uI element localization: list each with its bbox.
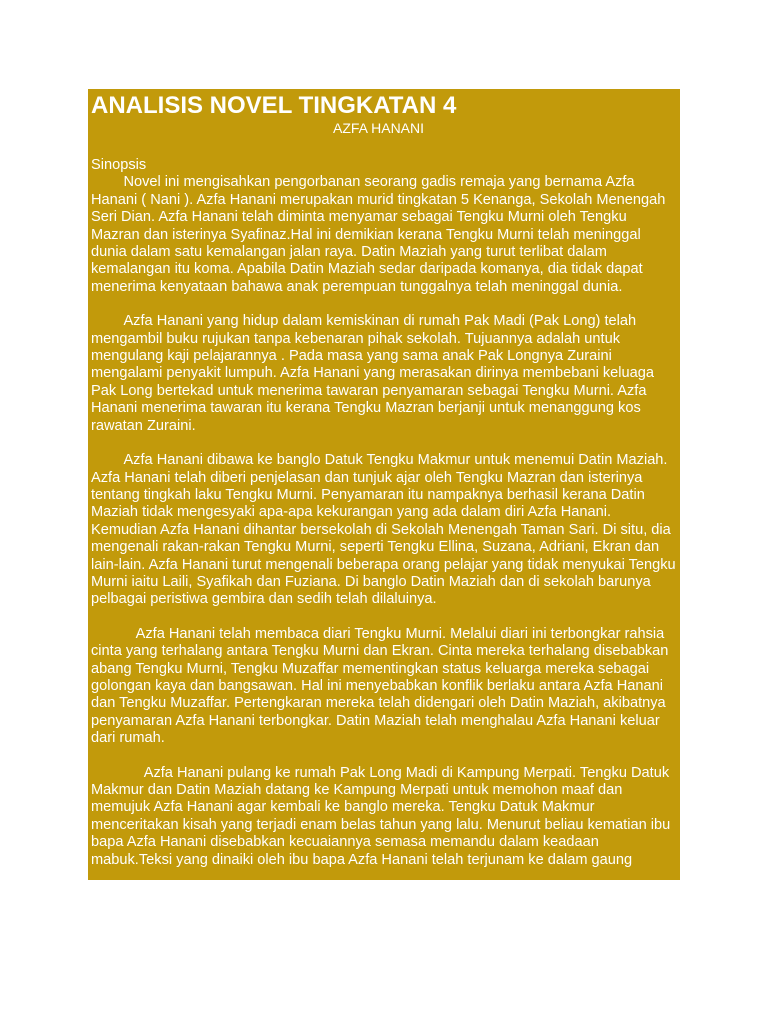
document-page	[88, 89, 680, 880]
paragraph: Novel ini mengisahkan pengorbanan seorang gadis remaja yang bernama Azfa Hanani ( Nani ). Azfa Hanani merupakan murid tingkatan 5 Kenanga, Sekolah Menengah Seri Dian. Azfa Hanani telah diminta menyamar sebagai Tengku Murni oleh Tengku Mazran dan isterinya Syafinaz.Hal ini demikian kerana Tengku Murni telah meninggal dunia dalam satu kemalangan jalan raya. Datin Maziah yang turut terlibat dalam kemalangan itu koma. Apabila Datin Maziah sedar daripada komanya, dia tidak dapat menerima kenyataan bahawa anak perempuan tunggalnya telah meninggal dunia.	[91, 174, 670, 295]
paragraph: Azfa Hanani telah membaca diari Tengku Murni. Melalui diari ini terbongkar rahsia cinta yang terhalang antara Tengku Murni dan Ekran. Cinta mereka terhalang disebabkan abang Tengku Murni, Tengku Muzaffar mementingkan status keluarga mereka sebagai golongan kaya dan bangsawan. Hal ini menyebabkan konflik berlaku antara Azfa Hanani dan Tengku Muzaffar. Pertengkaran mereka telah didengari oleh Datin Maziah, akibatnya penyamaran Azfa Hanani terbongkar. Datin Maziah telah menghalau Azfa Hanani keluar dari rumah.	[91, 625, 673, 747]
section-heading: Sinopsis	[91, 157, 147, 173]
document-author: AZFA HANANI	[333, 120, 425, 136]
paragraph: Azfa Hanani yang hidup dalam kemiskinan di rumah Pak Madi (Pak Long) telah mengambil buku rujukan tanpa kebenaran pihak sekolah. Tujuannya adalah untuk mengulang kaji pelajarannya . Pada masa yang sama anak Pak Longnya Zuraini mengalami penyakit lumpuh. Azfa Hanani yang merasakan dirinya membebani keluaga Pak Long bertekad untuk menerima tawaran penyamaran sebagai Tengku Murni. Azfa Hanani menerima tawaran itu kerana Tengku Mazran berjanji untuk menanggung kos rawatan Zuraini.	[91, 313, 659, 434]
document-body	[91, 157, 680, 869]
document-title: ANALISIS NOVEL TINGKATAN 4	[91, 92, 457, 119]
paragraph: Azfa Hanani dibawa ke banglo Datuk Tengku Makmur untuk menemui Datin Maziah. Azfa Hanani telah diberi penjelasan dan tunjuk ajar oleh Tengku Mazran dan isterinya tentang tingkah laku Tengku Murni. Penyamaran itu nampaknya berhasil kerana Datin Maziah tidak mengesyaki apa-apa kekurangan yang ada dalam diri Azfa Hanani. Kemudian Azfa Hanani dihantar bersekolah di Sekolah Menengah Taman Sari. Di situ, dia mengenali rakan-rakan Tengku Murni, seperti Tengku Ellina, Suzana, Adriani, Ekran dan lain-lain. Azfa Hanani turut mengenali beberapa orang pelajar yang tidak menyukai Tengku Murni iaitu Laili, Syafikah dan Fuziana. Di banglo Datin Maziah dan di sekolah barunya pelbagai peristiwa gembira dan sedih telah dilaluinya.	[91, 452, 680, 608]
paragraph: Azfa Hanani pulang ke rumah Pak Long Madi di Kampung Merpati. Tengku Datuk Makmur dan Datin Maziah datang ke Kampung Merpati untuk memohon maaf dan memujuk Azfa Hanani agar kembali ke banglo mereka. Tengku Datuk Makmur menceritakan kisah yang terjadi enam belas tahun yang lalu. Menurut beliau kematian ibu bapa Azfa Hanani disebabkan kecuaiannya semasa memandu dalam keadaan mabuk.Teksi yang dinaiki oleh ibu bapa Azfa Hanani telah terjunam ke dalam gaung	[91, 764, 675, 868]
